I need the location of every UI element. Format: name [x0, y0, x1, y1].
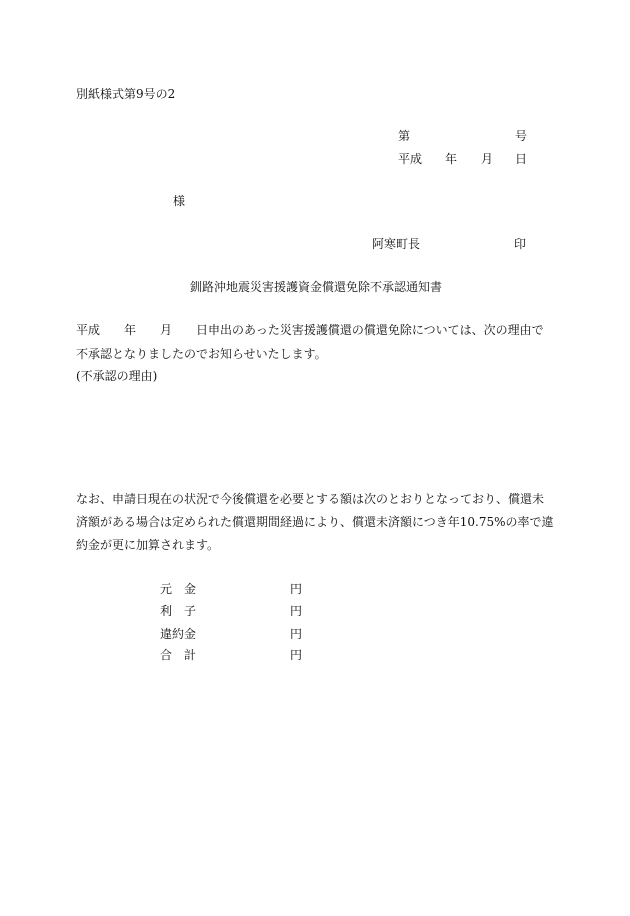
amount-label: 元 金 [160, 582, 197, 596]
date-day-label: 日 [515, 152, 528, 166]
note-text-line-1: なお、申請日現在の状況で今後償還を必要とする額は次のとおりとなっており、償還未 [76, 492, 545, 506]
note-text-line-3: 約金が更に加算されます。 [76, 538, 220, 552]
addressee-honorific: 様 [173, 194, 186, 208]
document-number-suffix: 号 [515, 129, 528, 143]
sender-title: 阿寒町長 [372, 237, 421, 251]
reason-label: (不承認の理由) [76, 369, 158, 383]
amount-unit: 円 [290, 604, 303, 618]
date-month-label: 月 [481, 152, 494, 166]
date-era: 平成 [398, 152, 423, 166]
amount-label: 合 計 [160, 648, 197, 662]
amount-label: 違約金 [160, 627, 197, 641]
seal-mark: 印 [514, 237, 527, 251]
document-title: 釧路沖地震災害援護資金償還免除不承認通知書 [190, 280, 443, 294]
body-text-line-1: 平成 年 月 日申出のあった災害援護償還の償還免除については、次の理由で [76, 323, 544, 337]
amount-unit: 円 [290, 648, 303, 662]
body-text-line-2: 不承認となりましたのでお知らせいたします。 [76, 347, 327, 361]
amount-label: 利 子 [160, 604, 197, 618]
document-number-label: 第 [398, 129, 411, 143]
note-text-line-2: 済額がある場合は定められた償還期間経過により、償還未済額につき年10.75%の率で違 [76, 515, 554, 529]
date-year-label: 年 [445, 152, 458, 166]
amount-unit: 円 [290, 627, 303, 641]
amount-unit: 円 [290, 582, 303, 596]
form-number: 別紙様式第9号の2 [76, 87, 176, 101]
